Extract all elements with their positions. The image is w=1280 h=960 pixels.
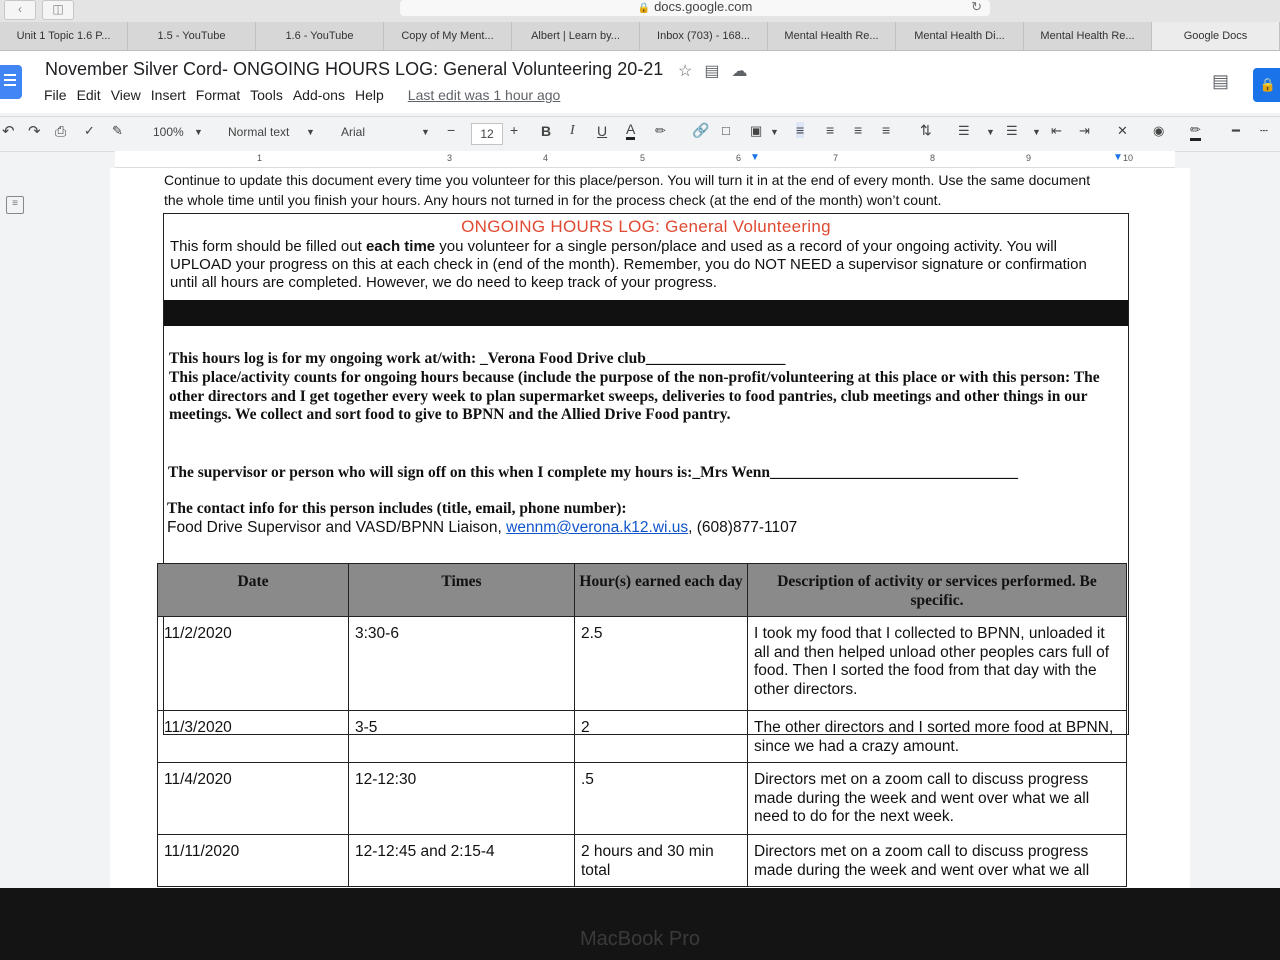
cell-description[interactable]: I took my food that I collected to BPNN, unloaded it all and then helped unload other peoples cars full of food. Then I sorted the food from that day with the other directors.: [748, 617, 1127, 711]
clear-formatting-icon[interactable]: ✕: [1117, 123, 1128, 138]
browser-tab[interactable]: Mental Health Di...: [896, 22, 1024, 50]
contact-email-link[interactable]: wennm@verona.k12.wi.us: [506, 519, 689, 536]
ruler-number: 5: [640, 153, 646, 163]
cell-date[interactable]: 11/4/2020: [158, 763, 349, 835]
fill-color-icon[interactable]: ◉: [1153, 123, 1165, 138]
menu-format[interactable]: Format: [195, 87, 241, 103]
cloud-status-icon[interactable]: ☁: [731, 63, 760, 80]
text-color-button[interactable]: A: [626, 121, 635, 140]
contact-heading: The contact info for this person includes (title, email, phone number):: [167, 500, 627, 517]
formatting-toolbar: [0, 116, 1280, 152]
chevron-down-icon[interactable]: ▼: [986, 127, 995, 137]
document-title[interactable]: November Silver Cord- ONGOING HOURS LOG: General Volunteering 20-21: [45, 59, 664, 79]
font-select[interactable]: Arial: [341, 125, 366, 139]
back-button[interactable]: ‹: [4, 0, 36, 20]
cell-description[interactable]: Directors met on a zoom call to discuss progress made during the week and went over what we all need to do for the next week.: [748, 763, 1127, 835]
contact-phone: , (608)877-1107: [688, 519, 798, 536]
ruler[interactable]: [115, 151, 1175, 168]
share-button[interactable]: 🔒: [1253, 68, 1280, 102]
align-center-icon[interactable]: ≡: [826, 122, 835, 138]
safari-toolbar: [0, 0, 1280, 22]
divider-bar: [164, 300, 1128, 326]
decrease-indent-icon[interactable]: ⇤: [1051, 123, 1062, 138]
move-folder-icon[interactable]: ▤: [704, 63, 732, 80]
ruler-number: 8: [930, 153, 936, 163]
cell-description[interactable]: Directors met on a zoom call to discuss progress made during the week and went over what we all: [748, 835, 1127, 887]
cell-description[interactable]: The other directors and I sorted more food at BPNN, since we had a crazy amount.: [748, 711, 1127, 763]
last-edit-link[interactable]: Last edit was 1 hour ago: [407, 87, 561, 103]
document-outline-icon[interactable]: ≡: [6, 196, 24, 214]
address-text: docs.google.com: [654, 0, 753, 14]
menu-view[interactable]: View: [110, 87, 141, 103]
form-header: [164, 214, 1128, 300]
log-for-line: This hours log is for my ongoing work at/with: _Verona Food Drive club__________________: [169, 350, 786, 367]
ruler-number: 6: [736, 153, 742, 163]
chevron-down-icon[interactable]: ▼: [421, 127, 430, 137]
docs-header: [0, 51, 1280, 113]
cell-hours[interactable]: 2: [575, 711, 748, 763]
browser-tab[interactable]: 1.5 - YouTube: [128, 22, 256, 50]
star-icon[interactable]: ☆: [678, 63, 705, 80]
address-bar[interactable]: [400, 0, 990, 16]
table-header-row: [158, 564, 1127, 617]
justify-icon[interactable]: ≡: [882, 122, 891, 138]
lock-icon: 🔒: [637, 3, 651, 14]
ruler-number: 1: [257, 153, 263, 163]
instructions-part: This form should be filled out: [170, 238, 366, 255]
table-row: [158, 835, 1127, 887]
ruler-number: 10: [1123, 153, 1134, 163]
link-icon[interactable]: 🔗: [692, 122, 710, 138]
cell-hours[interactable]: 2.5: [575, 617, 748, 711]
chevron-down-icon[interactable]: ▼: [306, 127, 315, 137]
instructions-bold: each time: [365, 238, 436, 255]
document-page[interactable]: [110, 168, 1190, 888]
form-title: ONGOING HOURS LOG: General Volunteering: [461, 217, 831, 236]
cell-date[interactable]: 11/11/2020: [158, 835, 349, 887]
border-dash-icon[interactable]: ┄: [1260, 123, 1268, 138]
numbered-list-icon[interactable]: ☰: [958, 123, 970, 138]
zoom-select[interactable]: 100%: [153, 125, 184, 139]
bezel-label: MacBook Pro: [579, 928, 701, 950]
ruler-number: 4: [543, 153, 549, 163]
chevron-down-icon[interactable]: ▼: [1032, 127, 1041, 137]
contact-title: Food Drive Supervisor and VASD/BPNN Liaison,: [167, 519, 507, 536]
ruler-number: 3: [447, 153, 453, 163]
menu-file[interactable]: File: [44, 87, 67, 103]
spellcheck-icon[interactable]: ✓: [84, 123, 95, 138]
tab-bar: [0, 22, 1280, 51]
font-size-input[interactable]: 12: [471, 123, 503, 145]
menu-edit[interactable]: Edit: [76, 87, 101, 103]
instructions-part: you volunteer for a single person/place and used as a record of your ongoing activity. You will UPLOAD your progress on this at each check in (end of the month). Remember, you do NOT NEED a supervisor signature or confirmation until all hours are completed. However, we do need to keep track of your progress.: [170, 238, 1087, 291]
docs-logo-icon[interactable]: [0, 65, 22, 99]
menu-insert[interactable]: Insert: [150, 87, 186, 103]
ruler-number: 7: [833, 153, 839, 163]
align-left-icon[interactable]: ≡: [796, 122, 805, 138]
increase-font-size-button[interactable]: +: [510, 122, 519, 138]
browser-tab[interactable]: Copy of My Ment...: [384, 22, 512, 50]
sidebar-toggle-button[interactable]: ◫: [42, 0, 74, 20]
menu-add-ons[interactable]: Add-ons: [292, 87, 345, 103]
chevron-down-icon[interactable]: ▼: [194, 127, 203, 137]
browser-tab-active[interactable]: Google Docs: [1152, 22, 1280, 50]
browser-tab[interactable]: Inbox (703) - 168...: [640, 22, 768, 50]
cell-times[interactable]: 3-5: [349, 711, 575, 763]
indent-marker-icon[interactable]: ▼: [750, 152, 760, 163]
browser-tab[interactable]: Albert | Learn by...: [512, 22, 640, 50]
align-right-icon[interactable]: ≡: [854, 122, 863, 138]
browser-tab[interactable]: Unit 1 Topic 1.6 P...: [0, 22, 128, 50]
paint-format-icon[interactable]: ✎: [112, 123, 123, 138]
header-times: Times: [349, 564, 575, 617]
menu-bar: [44, 87, 570, 103]
comment-history-icon[interactable]: ▤: [1212, 71, 1230, 91]
cell-times[interactable]: 12-12:45 and 2:15-4: [349, 835, 575, 887]
border-color-icon[interactable]: ✏: [1190, 122, 1201, 141]
cell-hours[interactable]: 2 hours and 30 min total: [575, 835, 748, 887]
form-instructions: [170, 238, 1105, 292]
menu-help[interactable]: Help: [354, 87, 384, 103]
highlight-icon[interactable]: ✏: [655, 123, 666, 138]
cell-hours[interactable]: .5: [575, 763, 748, 835]
undo-icon[interactable]: ↶: [2, 123, 15, 140]
bold-button[interactable]: B: [541, 123, 552, 139]
purpose-paragraph: This place/activity counts for ongoing hours because (include the purpose of the non-profit/volunteering at this place or with this person: The other directors and I get together every week to plan supermarket sweeps, deliveries to food pantries, club meetings and other things in our meetings. We collect and sort food to give to BPNN and the Allied Drive Food pantry.: [169, 369, 1100, 423]
cell-times[interactable]: 3:30-6: [349, 617, 575, 711]
table-row: [158, 763, 1127, 835]
table-row: [158, 617, 1127, 711]
decrease-font-size-button[interactable]: −: [447, 122, 456, 138]
contact-info: [167, 519, 1102, 537]
underline-button[interactable]: U: [597, 123, 608, 139]
border-width-icon[interactable]: ━: [1232, 123, 1240, 138]
cell-date[interactable]: 11/2/2020: [158, 617, 349, 711]
menu-tools[interactable]: Tools: [250, 87, 283, 103]
laptop-bezel: [0, 888, 1280, 960]
insert-image-icon[interactable]: ▣: [750, 123, 763, 138]
table-row: [158, 711, 1127, 763]
bulleted-list-icon[interactable]: ☰: [1006, 123, 1018, 138]
header-description: Description of activity or services performed. Be specific.: [748, 564, 1127, 617]
cell-date[interactable]: 11/3/2020: [158, 711, 349, 763]
redo-icon[interactable]: ↷: [28, 123, 41, 140]
ruler-number: 9: [1026, 153, 1032, 163]
print-icon[interactable]: ⎙: [55, 123, 67, 139]
right-indent-marker-icon[interactable]: ▼: [1113, 152, 1123, 163]
browser-tab[interactable]: 1.6 - YouTube: [256, 22, 384, 50]
supervisor-line: The supervisor or person who will sign off on this when I complete my hours is:_Mrs Wenn________________________________: [168, 464, 1018, 481]
style-select[interactable]: Normal text: [228, 125, 290, 139]
intro-paragraph: Continue to update this document every time you volunteer for this place/person. You will turn it in at the end of every month. Use the same document the whole time until you finish your hours. Any hours not turned in for the process check (at the end of the month) won’t count.: [164, 172, 1091, 208]
browser-tab[interactable]: Mental Health Re...: [1024, 22, 1152, 50]
hours-log-table: [157, 563, 1127, 887]
chevron-down-icon[interactable]: ▼: [770, 127, 779, 137]
reload-icon[interactable]: ↻: [971, 0, 982, 14]
header-date: Date: [158, 564, 349, 617]
line-spacing-icon[interactable]: ⇅: [920, 122, 932, 138]
cell-times[interactable]: 12-12:30: [349, 763, 575, 835]
increase-indent-icon[interactable]: ⇥: [1079, 123, 1090, 138]
italic-button[interactable]: I: [570, 123, 575, 138]
add-comment-icon[interactable]: □: [722, 123, 730, 138]
header-hours: Hour(s) earned each day: [575, 564, 748, 617]
browser-tab[interactable]: Mental Health Re...: [768, 22, 896, 50]
